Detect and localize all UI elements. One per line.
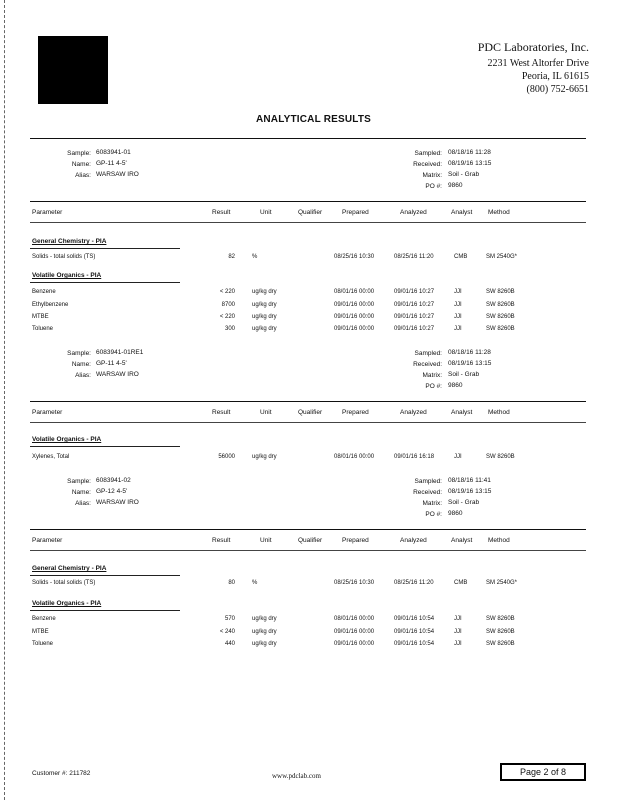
section-underline [30,575,180,576]
cell-parameter: Solids - total solids (TS) [32,580,96,586]
cell-method: SW 8260B [486,454,515,460]
cell-prepared: 09/01/16 00:00 [334,629,375,635]
column-header-method: Method [488,409,510,416]
label-received: Received: [413,361,442,368]
label-sample: Sample: [67,350,91,357]
cell-result: < 240 [219,629,235,635]
cell-parameter: MTBE [32,314,49,320]
column-header-result: Result [212,209,231,216]
cell-prepared: 09/01/16 00:00 [334,326,375,332]
cell-parameter: Benzene [32,289,56,295]
cell-analyst: JJI [454,454,462,460]
cell-analyzed: 08/25/16 11:20 [394,254,434,260]
label-sampled: Sampled: [414,150,442,157]
cell-parameter: Solids - total solids (TS) [32,254,96,260]
column-header-parameter: Parameter [32,209,63,216]
cell-unit: % [252,254,258,260]
label-alias: Alias: [75,372,91,379]
cell-analyst: JJI [454,616,462,622]
column-header-analyzed: Analyzed [400,409,427,416]
label-alias: Alias: [75,500,91,507]
value-name: GP-11 4-5' [96,160,127,167]
section-title: Volatile Organics - PIA [32,600,102,607]
cell-unit: ug/kg dry [252,629,277,635]
cell-prepared: 08/01/16 00:00 [334,289,375,295]
cell-method: SM 2540G* [486,254,518,260]
cell-analyst: JJI [454,641,462,647]
value-po: 9860 [448,382,463,389]
section-underline [30,282,180,283]
cell-analyzed: 09/01/16 10:27 [394,302,435,308]
cell-prepared: 09/01/16 00:00 [334,314,375,320]
header-divider [30,422,586,423]
customer-number: Customer #: 211782 [32,770,91,777]
sample-divider [30,201,586,202]
label-matrix: Matrix: [422,372,442,379]
label-po: PO #: [425,183,442,190]
section-title: Volatile Organics - PIA [32,272,102,279]
company-phone: (800) 752-6651 [526,84,589,95]
label-sample: Sample: [67,478,91,485]
column-header-analyst: Analyst [451,409,473,416]
label-sampled: Sampled: [414,478,442,485]
cell-analyst: JJI [454,629,462,635]
cell-result: 570 [224,616,235,622]
cell-method: SW 8260B [486,326,515,332]
cell-unit: ug/kg dry [252,454,277,460]
cell-result: < 220 [219,289,235,295]
value-name: GP-11 4-5' [96,360,127,367]
column-header-prepared: Prepared [342,537,369,544]
label-alias: Alias: [75,172,91,179]
value-sampled: 08/18/16 11:28 [448,149,491,156]
cell-method: SW 8260B [486,314,515,320]
column-header-analyst: Analyst [451,209,473,216]
value-sample: 6083941-01RE1 [96,349,144,356]
column-header-method: Method [488,537,510,544]
cell-method: SW 8260B [486,641,515,647]
cell-analyst: JJI [454,289,462,295]
cell-analyzed: 08/25/16 11:20 [394,580,434,586]
label-sample: Sample: [67,150,91,157]
value-matrix: Soil - Grab [448,371,480,378]
cell-method: SW 8260B [486,302,515,308]
cell-method: SW 8260B [486,616,515,622]
cell-result: 56000 [218,454,235,460]
column-header-prepared: Prepared [342,209,369,216]
report-title: ANALYTICAL RESULTS [255,114,372,125]
section-title: General Chemistry - PIA [32,238,107,245]
company-name: PDC Laboratories, Inc. [477,40,589,54]
company-address-line2: Peoria, IL 61615 [521,71,589,82]
label-po: PO #: [425,383,442,390]
cell-analyst: CMB [454,580,468,586]
value-sample: 6083941-01 [96,149,131,156]
value-po: 9860 [448,182,463,189]
cell-prepared: 08/01/16 00:00 [334,616,375,622]
section-title: General Chemistry - PIA [32,565,107,572]
column-header-parameter: Parameter [32,409,63,416]
section-underline [30,248,180,249]
column-header-analyst: Analyst [451,537,473,544]
cell-parameter: Toluene [32,326,54,332]
label-name: Name: [71,361,91,368]
value-sampled: 08/18/16 11:28 [448,349,491,356]
cell-method: SW 8260B [486,289,515,295]
section-underline [30,610,180,611]
company-address-line1: 2231 West Altorfer Drive [487,58,589,69]
cell-method: SM 2540G* [486,580,518,586]
cell-parameter: Xylenes, Total [32,454,70,460]
sample-divider [30,529,586,530]
value-received: 08/19/16 13:15 [448,360,492,367]
value-matrix: Soil - Grab [448,171,480,178]
cell-unit: ug/kg dry [252,326,277,332]
value-sampled: 08/18/16 11:41 [448,477,491,484]
cell-result: 8700 [221,302,235,308]
value-received: 08/19/16 13:15 [448,488,492,495]
label-received: Received: [413,161,442,168]
cell-parameter: Benzene [32,616,56,622]
cell-result: 440 [224,641,235,647]
cell-analyzed: 09/01/16 10:27 [394,314,435,320]
cell-analyst: JJI [454,302,462,308]
header-divider [30,550,586,551]
title-divider [30,138,586,139]
value-received: 08/19/16 13:15 [448,160,492,167]
column-header-prepared: Prepared [342,409,369,416]
value-alias: WARSAW IRO [96,499,139,506]
cell-prepared: 08/01/16 00:00 [334,454,375,460]
column-header-qualifier: Qualifier [298,537,323,544]
label-sampled: Sampled: [414,350,442,357]
label-received: Received: [413,489,442,496]
cell-parameter: MTBE [32,629,49,635]
column-header-unit: Unit [260,409,272,416]
cell-result: 80 [228,580,235,586]
cell-prepared: 09/01/16 00:00 [334,302,375,308]
cell-analyzed: 09/01/16 10:54 [394,629,435,635]
page-indicator: Page 2 of 8 [500,763,586,781]
section-underline [30,446,180,447]
value-sample: 6083941-02 [96,477,131,484]
label-name: Name: [71,489,91,496]
cell-analyzed: 09/01/16 10:54 [394,616,435,622]
cell-unit: ug/kg dry [252,302,277,308]
column-header-qualifier: Qualifier [298,409,323,416]
value-alias: WARSAW IRO [96,171,139,178]
redacted-logo [38,36,108,104]
cell-analyzed: 09/01/16 10:54 [394,641,435,647]
sample-divider [30,401,586,402]
column-header-analyzed: Analyzed [400,537,427,544]
cell-result: < 220 [219,314,235,320]
value-matrix: Soil - Grab [448,499,480,506]
section-title: Volatile Organics - PIA [32,436,102,443]
cell-parameter: Ethylbenzene [32,302,69,308]
cell-analyst: CMB [454,254,468,260]
cell-parameter: Toluene [32,641,54,647]
column-header-unit: Unit [260,537,272,544]
value-po: 9860 [448,510,463,517]
cell-result: 300 [224,326,235,332]
cell-prepared: 08/25/16 10:30 [334,580,375,586]
cell-analyst: JJI [454,326,462,332]
website-link[interactable]: www.pdclab.com [272,772,321,780]
cell-prepared: 09/01/16 00:00 [334,641,375,647]
cell-unit: ug/kg dry [252,616,277,622]
label-po: PO #: [425,511,442,518]
label-matrix: Matrix: [422,172,442,179]
label-matrix: Matrix: [422,500,442,507]
cell-unit: % [252,580,258,586]
cell-method: SW 8260B [486,629,515,635]
value-alias: WARSAW IRO [96,371,139,378]
column-header-method: Method [488,209,510,216]
column-header-result: Result [212,409,231,416]
cell-result: 82 [228,254,235,260]
cell-analyzed: 09/01/16 10:27 [394,289,435,295]
cell-analyzed: 09/01/16 16:18 [394,454,435,460]
label-name: Name: [71,161,91,168]
column-header-qualifier: Qualifier [298,209,323,216]
column-header-unit: Unit [260,209,272,216]
column-header-analyzed: Analyzed [400,209,427,216]
cell-prepared: 08/25/16 10:30 [334,254,375,260]
cell-analyst: JJI [454,314,462,320]
cell-unit: ug/kg dry [252,641,277,647]
header-divider [30,222,586,223]
column-header-result: Result [212,537,231,544]
column-header-parameter: Parameter [32,537,63,544]
value-name: GP-12 4-5' [96,488,128,495]
cell-unit: ug/kg dry [252,314,277,320]
cell-analyzed: 09/01/16 10:27 [394,326,435,332]
cell-unit: ug/kg dry [252,289,277,295]
